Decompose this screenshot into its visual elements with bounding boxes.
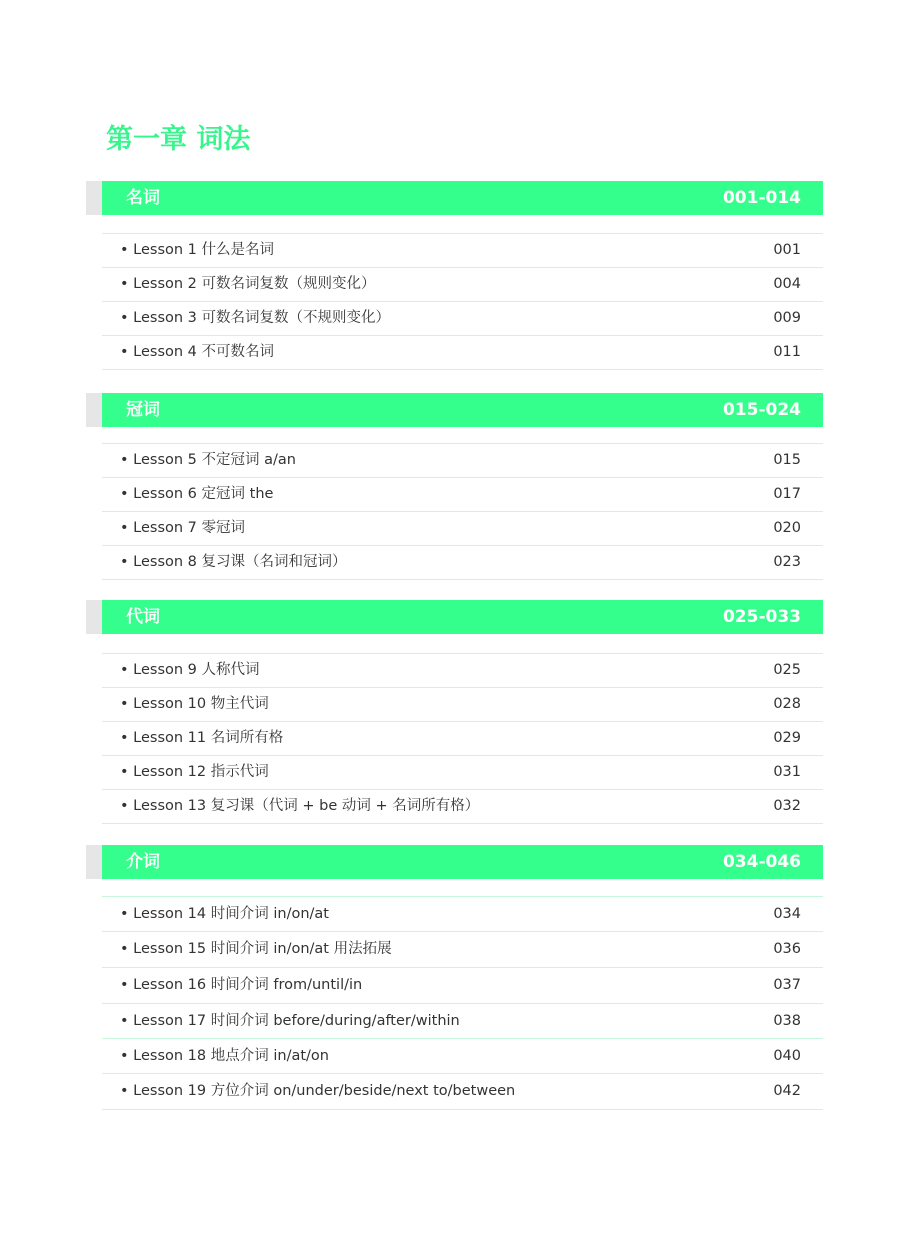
section-header-side-tab — [86, 600, 102, 634]
section-prepositions — [86, 845, 823, 1110]
lesson-row[interactable] — [102, 722, 823, 756]
section-header — [86, 600, 823, 634]
lesson-page-number: 015 — [773, 452, 801, 468]
section-header-bar — [102, 600, 823, 634]
section-page-range: 015-024 — [722, 400, 801, 420]
lesson-page-number: 040 — [773, 1048, 801, 1064]
lesson-page-number: 017 — [773, 486, 801, 502]
lesson-label: • Lesson 16 时间介词 from/until/in — [120, 977, 363, 993]
lesson-label: • Lesson 3 可数名词复数（不规则变化） — [120, 310, 391, 326]
lesson-row[interactable] — [102, 1074, 823, 1110]
section-header-bar — [102, 393, 823, 427]
section-pronouns — [86, 600, 823, 824]
lesson-list — [102, 233, 823, 370]
lesson-page-number: 025 — [773, 662, 801, 678]
lesson-label: • Lesson 15 时间介词 in/on/at 用法拓展 — [120, 941, 392, 957]
lesson-label: • Lesson 9 人称代词 — [120, 662, 260, 678]
section-header — [86, 845, 823, 879]
lesson-page-number: 001 — [773, 242, 801, 258]
lesson-row[interactable] — [102, 790, 823, 824]
lesson-label: • Lesson 12 指示代词 — [120, 764, 269, 780]
section-title: 介词 — [126, 852, 160, 872]
lesson-page-number: 038 — [773, 1013, 801, 1029]
lesson-page-number: 009 — [773, 310, 801, 326]
lesson-page-number: 034 — [773, 906, 801, 922]
lesson-label: • Lesson 11 名词所有格 — [120, 730, 284, 746]
lesson-label: • Lesson 6 定冠词 the — [120, 486, 274, 502]
section-page-range: 025-033 — [722, 607, 801, 627]
section-page-range: 034-046 — [722, 852, 801, 872]
lesson-list — [102, 443, 823, 580]
section-header — [86, 181, 823, 215]
section-articles — [86, 393, 823, 580]
lesson-row[interactable] — [102, 302, 823, 336]
lesson-row[interactable] — [102, 1039, 823, 1074]
chapter-title: 第一章 词法 — [106, 124, 251, 155]
lesson-row[interactable] — [102, 688, 823, 722]
lesson-list — [102, 653, 823, 824]
section-title: 代词 — [126, 607, 160, 627]
lesson-page-number: 036 — [773, 941, 801, 957]
lesson-page-number: 029 — [773, 730, 801, 746]
lesson-row[interactable] — [102, 444, 823, 478]
lesson-label: • Lesson 2 可数名词复数（规则变化） — [120, 276, 376, 292]
lesson-label: • Lesson 7 零冠词 — [120, 520, 246, 536]
lesson-label: • Lesson 13 复习课（代词 + be 动词 + 名词所有格） — [120, 798, 480, 814]
lesson-label: • Lesson 5 不定冠词 a/an — [120, 452, 296, 468]
lesson-page-number: 004 — [773, 276, 801, 292]
lesson-page-number: 037 — [773, 977, 801, 993]
section-nouns — [86, 181, 823, 370]
lesson-row[interactable] — [102, 968, 823, 1004]
lesson-page-number: 011 — [773, 344, 801, 360]
lesson-page-number: 023 — [773, 554, 801, 570]
section-page-range: 001-014 — [722, 188, 801, 208]
lesson-row[interactable] — [102, 1004, 823, 1039]
lesson-row[interactable] — [102, 234, 823, 268]
lesson-page-number: 031 — [773, 764, 801, 780]
lesson-row[interactable] — [102, 897, 823, 932]
lesson-label: • Lesson 17 时间介词 before/during/after/within — [120, 1013, 460, 1029]
section-header-side-tab — [86, 393, 102, 427]
section-title: 冠词 — [126, 400, 160, 420]
lesson-label: • Lesson 18 地点介词 in/at/on — [120, 1048, 329, 1064]
section-header-side-tab — [86, 845, 102, 879]
section-header-bar — [102, 181, 823, 215]
lesson-page-number: 028 — [773, 696, 801, 712]
lesson-row[interactable] — [102, 512, 823, 546]
lesson-label: • Lesson 8 复习课（名词和冠词） — [120, 554, 347, 570]
lesson-label: • Lesson 19 方位介词 on/under/beside/next to/between — [120, 1083, 516, 1099]
lesson-label: • Lesson 4 不可数名词 — [120, 344, 275, 360]
section-header-side-tab — [86, 181, 102, 215]
lesson-list — [102, 896, 823, 1110]
section-header — [86, 393, 823, 427]
lesson-label: • Lesson 10 物主代词 — [120, 696, 269, 712]
lesson-row[interactable] — [102, 546, 823, 580]
section-header-bar — [102, 845, 823, 879]
lesson-row[interactable] — [102, 756, 823, 790]
section-title: 名词 — [126, 188, 160, 208]
lesson-row[interactable] — [102, 336, 823, 370]
lesson-label: • Lesson 1 什么是名词 — [120, 242, 275, 258]
lesson-label: • Lesson 14 时间介词 in/on/at — [120, 906, 329, 922]
lesson-row[interactable] — [102, 478, 823, 512]
lesson-page-number: 020 — [773, 520, 801, 536]
lesson-page-number: 032 — [773, 798, 801, 814]
lesson-row[interactable] — [102, 268, 823, 302]
lesson-row[interactable] — [102, 654, 823, 688]
lesson-row[interactable] — [102, 932, 823, 968]
lesson-page-number: 042 — [773, 1083, 801, 1099]
